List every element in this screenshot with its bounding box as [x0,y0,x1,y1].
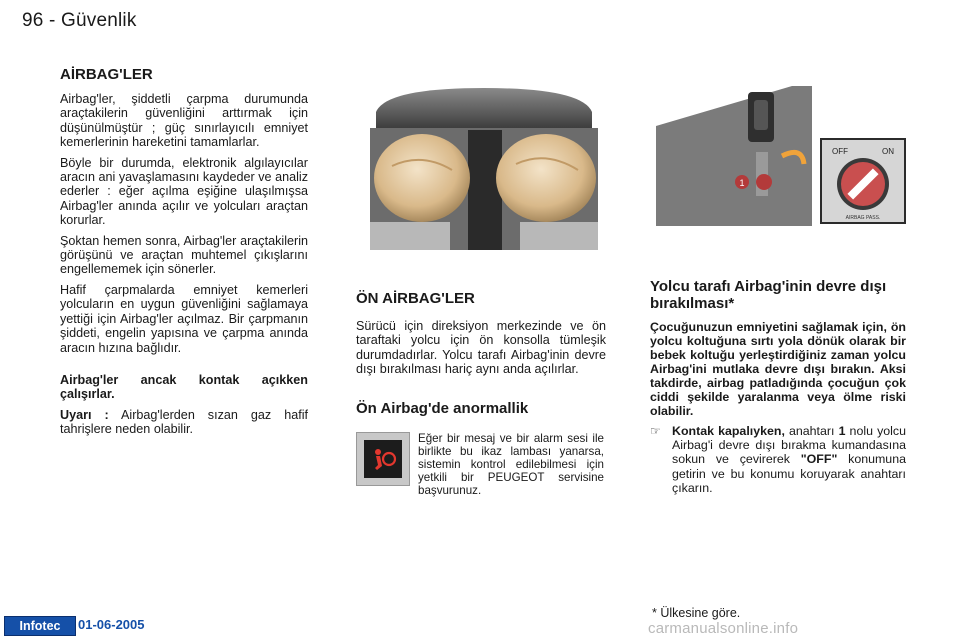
switch-plate-label: AIRBAG PASS. [845,215,881,221]
passenger-airbag-section [650,278,906,495]
hand-pointer-icon: ☞ [650,424,661,438]
airbag-warning-icon [364,440,402,478]
section-airbags [60,66,153,83]
airbags-paragraph-2: Böyle bir durumda, elektronik algılayıcılar aracın ani yavaşlamasını kaydeder ve analiz ederler : eğer açılma eşiğine ulaşılmışsa Airbag'ler anında açılır ve yolcuları araçtan korurlar. [60,155,308,228]
step-lead: Kontak kapalıyken, [672,424,785,438]
front-airbags-section [356,290,606,383]
page-title: 96 - Güvenlik [22,10,137,31]
fault-text: Eğer bir mesaj ve bir alarm sesi ile birlikte bu ikaz lambası yanarsa, sistemin kontrol edilebilmesi için yetkili bir PEUGEOT servisine başvurunuz. [418,432,604,497]
airbag-warning-lamp [356,432,410,486]
step-key-number: 1 [838,424,846,438]
key-number: 1 [739,178,745,188]
passenger-airbag-title: Yolcu tarafı Airbag'inin devre dışı bırakılması* [650,278,887,312]
airbag-switch-illustration [652,86,910,226]
child-seat-warning: Çocuğunuzun emniyetini sağlamak için, ön yolcu koltuğuna sırtı yola dönük olarak bir bebek koltuğu yerleştirdiğiniz zaman yolcu Airbag'ini mutlaka devre dışı bırakın. Aksi takdirde, airbag patladığında çocuğun çok ciddi şekilde yaralanma veya ölme riski olabilir. [650,320,906,418]
warning-label: Uyarı : [60,407,109,422]
switch-drawing [652,86,910,226]
airbags-paragraph-4: Hafif çarpmalarda emniyet kemerleri yolcuların en uygun güvenliğini sağlamaya yettiği için Airbag'ler açılmaz. Bir çarpmanın şiddeti, engelin yapısına ve çarpma anında aracın hızına bağlıdır. [60,282,308,355]
airbags-paragraph-3: Şoktan hemen sonra, Airbag'ler araçtakilerin görüşünü ve araçtan muhtemel çıkışlarını engellememek için sönerler. [60,233,308,277]
front-airbags-illustration [356,82,612,250]
fault-warning-box [356,432,606,497]
deactivation-text [672,424,906,495]
airbags-warning [60,408,308,437]
switch-on-label: ON [882,147,894,156]
airbags-ignition-note: Airbag'ler ancak kontak açıkken çalışırlar. [60,372,308,402]
fault-section [356,400,606,417]
airbag-person-icon [368,444,398,474]
step-mid-1: anahtarı [784,424,839,438]
warning-text: Airbag'lerden sızan gaz hafif tahrişlere neden olabilir. [60,407,309,437]
switch-off-label: OFF [832,147,848,156]
step-off-label: "OFF" [800,452,838,467]
site-watermark: carmanualsonline.info [648,620,799,637]
deactivation-step [650,424,906,495]
airbags-body [60,92,308,443]
fault-title: Ön Airbag'de anormallik [356,400,529,417]
infotec-logo: Infotec [4,616,76,636]
front-airbags-drawing [356,82,612,250]
print-date: 01-06-2005 [78,617,145,632]
front-airbags-title: ÖN AİRBAG'LER [356,290,475,307]
step-mid-2: nolu yolcu Airbag'i devre dışı bırakma kumandasına sokun ve çevirerek [672,424,906,467]
step-end: konumuna getirin ve bu konumu koruyarak anahtarı çıkarın. [672,452,906,495]
footnote: * Ülkesine göre. [652,606,741,620]
airbags-paragraph-1: Airbag'ler, şiddetli çarpma durumunda araçtakilerin güvenliğini arttırmak için düşünülmüştür ; güç sınırlayıcılı emniyet kemerlerinin hareketini tamamlarlar. [60,92,308,150]
airbags-title: AİRBAG'LER [60,66,153,83]
front-airbags-text: Sürücü için direksiyon merkezinde ve ön taraftaki yolcu için ön konsolla tümleşik durumdadırlar. Yolcu tarafı Airbag'inin devre dışı bırakılması hariç aynı anda açılırlar. [356,319,606,377]
